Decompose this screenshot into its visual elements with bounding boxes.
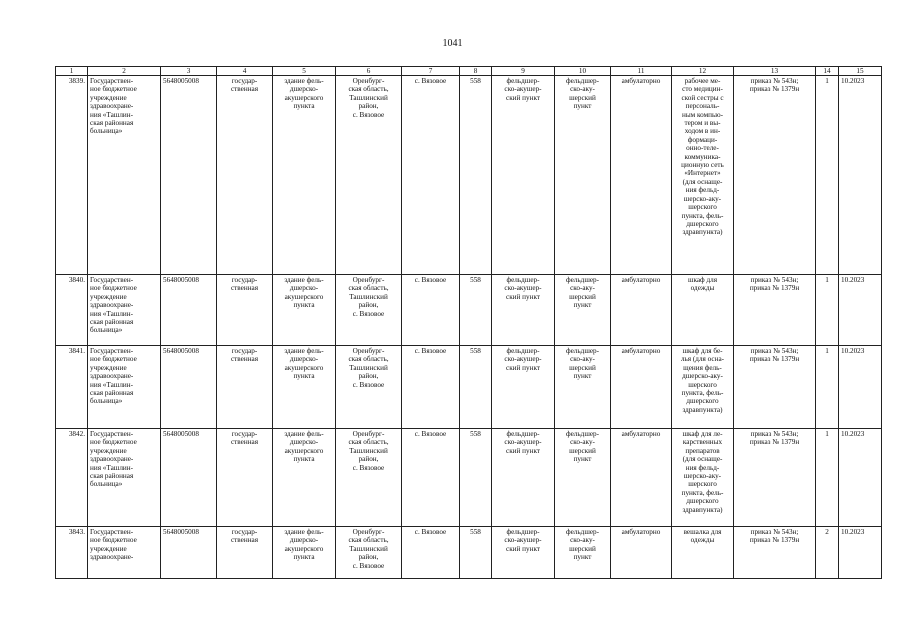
cell-text-line: Оренбург- — [352, 528, 385, 536]
cell-text-line: шерский — [569, 93, 596, 102]
cell-text-line: район, — [358, 301, 379, 310]
cell-text-line: Оренбург- — [352, 347, 385, 355]
cell-text-line: сто медицин- — [682, 85, 723, 94]
cell-number: 558 — [460, 527, 492, 579]
cell-text-line: дшерского — [686, 497, 719, 506]
column-header: 4 — [217, 67, 273, 76]
cell-date: 10.2023 — [839, 527, 882, 579]
column-header: 12 — [672, 67, 734, 76]
cell-text-line: учреждение — [90, 363, 127, 372]
cell-care-type: амбулаторно — [611, 275, 672, 346]
column-header: 9 — [492, 67, 555, 76]
cell-text-line: дшерского — [686, 397, 719, 406]
cell-text-line: дшерско- — [289, 85, 319, 94]
cell-text-line: ская область, — [348, 355, 389, 364]
cell-text-line: учреждение — [90, 544, 127, 553]
cell-care-type: амбулаторно — [611, 429, 672, 527]
cell-text-line: приказ № 543н; — [750, 276, 799, 284]
cell-ownership — [217, 275, 273, 346]
cell-text-line: пункта — [293, 102, 315, 111]
cell-code: 5648005008 — [161, 275, 217, 346]
cell-text-line: здание фель- — [284, 528, 324, 536]
cell-text-line: шерский — [569, 363, 596, 372]
cell-text-line: ное бюджетное — [90, 284, 137, 293]
cell-text-line: ное бюджетное — [90, 355, 137, 364]
registry-table — [55, 66, 882, 579]
cell-text-line: район, — [358, 553, 379, 562]
cell-text-line: онно-теле- — [686, 144, 719, 153]
cell-unit — [492, 527, 555, 579]
cell-text-line: больница» — [90, 397, 123, 406]
cell-text-line: пункта, фель- — [681, 389, 724, 398]
header-row — [56, 67, 882, 76]
cell-text-line: учреждение — [90, 446, 127, 455]
cell-subunit — [555, 527, 611, 579]
cell-text-line: ния фельд- — [685, 186, 720, 195]
cell-text-line: формаци- — [687, 135, 718, 144]
cell-settlement: с. Вязовое — [402, 275, 460, 346]
cell-text-line: пункт — [573, 102, 592, 111]
cell-text-line: Ташлинский — [349, 446, 388, 455]
cell-text-line: персональ- — [685, 102, 720, 111]
cell-text-line: здание фель- — [284, 347, 324, 355]
cell-text-line: ской сестры с — [681, 93, 724, 102]
cell-text-line: карственных — [682, 438, 723, 447]
cell-quantity: 1 — [816, 76, 839, 275]
cell-text-line: щения фель- — [683, 363, 722, 372]
cell-text-line: ско-аку- — [570, 355, 595, 364]
cell-text-line: приказ № 1379н — [749, 85, 800, 94]
cell-text-line: шкаф для бе- — [682, 347, 723, 355]
cell-text-line: пункта, фель- — [681, 488, 724, 497]
cell-row-number: 3840. — [56, 275, 88, 346]
cell-text-line: шерского — [688, 480, 717, 489]
cell-settlement: с. Вязовое — [402, 346, 460, 429]
cell-text-line: ская область, — [348, 284, 389, 293]
cell-ownership — [217, 429, 273, 527]
column-header: 10 — [555, 67, 611, 76]
cell-text-line: ственная — [230, 284, 259, 293]
column-header: 6 — [336, 67, 402, 76]
cell-text-line: приказ № 543н; — [750, 77, 799, 85]
table-row — [56, 275, 882, 346]
cell-text-line: шерского — [688, 203, 717, 212]
cell-quantity: 1 — [816, 429, 839, 527]
cell-text-line: ско-акушер- — [504, 85, 542, 94]
cell-text-line: государ- — [231, 77, 258, 85]
cell-text-line: фельдшер- — [506, 430, 540, 438]
cell-order — [734, 275, 816, 346]
cell-text-line: лья (для осна- — [680, 355, 725, 364]
cell-text-line: препаратов — [685, 446, 720, 455]
cell-text-line: с. Вязовое — [352, 309, 385, 318]
cell-text-line: шерского — [688, 380, 717, 389]
cell-text-line: приказ № 1379н — [749, 438, 800, 447]
cell-row-number: 3843. — [56, 527, 88, 579]
cell-order — [734, 76, 816, 275]
cell-unit — [492, 275, 555, 346]
column-header: 14 — [816, 67, 839, 76]
cell-text-line: пункта, фель- — [681, 211, 724, 220]
cell-text-line: акушерского — [284, 363, 324, 372]
cell-text-line: ская районная — [90, 119, 134, 128]
cell-text-line: шерско-аку- — [683, 472, 722, 481]
cell-text-line: здание фель- — [284, 276, 324, 284]
cell-text-line: коммуника- — [684, 152, 721, 161]
cell-text-line: Оренбург- — [352, 430, 385, 438]
cell-text-line: с. Вязовое — [352, 463, 385, 472]
cell-quantity: 2 — [816, 527, 839, 579]
cell-text-line: пункт — [573, 372, 592, 381]
cell-equipment — [672, 76, 734, 275]
cell-text-line: ская область, — [348, 85, 389, 94]
cell-care-type: амбулаторно — [611, 527, 672, 579]
cell-settlement: с. Вязовое — [402, 527, 460, 579]
cell-text-line: ский пункт — [506, 292, 540, 301]
cell-text-line: пункта — [293, 455, 315, 464]
cell-care-type: амбулаторно — [611, 346, 672, 429]
cell-text-line: шкаф для — [687, 276, 718, 284]
cell-text-line: здравоохране- — [90, 301, 134, 310]
column-header: 15 — [839, 67, 882, 76]
cell-text-line: фельдшер- — [565, 347, 600, 355]
cell-text-line: ская районная — [90, 318, 134, 327]
cell-text-line: ско-акушер- — [504, 355, 542, 364]
cell-code: 5648005008 — [161, 76, 217, 275]
cell-text-line: Ташлинский — [349, 292, 388, 301]
column-header: 2 — [88, 67, 161, 76]
cell-text-line: акушерского — [284, 93, 324, 102]
cell-text-line: ско-акушер- — [504, 284, 542, 293]
cell-number: 558 — [460, 76, 492, 275]
cell-text-line: ско-аку- — [570, 536, 595, 545]
cell-settlement: с. Вязовое — [402, 429, 460, 527]
cell-text-line: шерско-аку- — [683, 194, 722, 203]
cell-text-line: акушерского — [284, 544, 324, 553]
cell-number: 558 — [460, 346, 492, 429]
cell-number: 558 — [460, 275, 492, 346]
cell-text-line: учреждение — [90, 292, 127, 301]
cell-text-line: пункта — [293, 553, 315, 562]
column-header: 8 — [460, 67, 492, 76]
cell-text-line: здравоохране- — [90, 372, 134, 381]
cell-text-line: пункт — [573, 553, 592, 562]
cell-text-line: здравпункта) — [682, 228, 723, 237]
column-header: 5 — [273, 67, 336, 76]
cell-text-line: Ташлинский — [349, 93, 388, 102]
cell-text-line: пункт — [573, 301, 592, 310]
cell-text-line: ходом в ин- — [684, 127, 721, 136]
cell-quantity: 1 — [816, 275, 839, 346]
cell-text-line: приказ № 1379н — [749, 284, 800, 293]
cell-order — [734, 429, 816, 527]
cell-text-line: здравоохране- — [90, 102, 134, 111]
cell-text-line: ственная — [230, 355, 259, 364]
cell-text-line: ственная — [230, 438, 259, 447]
cell-text-line: приказ № 543н; — [750, 528, 799, 536]
page-number: 1041 — [442, 38, 463, 49]
cell-text-line: пункта — [293, 301, 315, 310]
cell-text-line: одежды — [690, 284, 715, 293]
cell-text-line: ский пункт — [506, 93, 540, 102]
cell-text-line: дшерского — [686, 219, 719, 228]
cell-text-line: фельдшер- — [565, 77, 600, 85]
cell-text-line: (для оснаще- — [682, 455, 723, 464]
cell-text-line: здравоохране- — [90, 455, 134, 464]
cell-organization — [88, 346, 161, 429]
column-header: 3 — [161, 67, 217, 76]
cell-ownership — [217, 527, 273, 579]
cell-text-line: ным компью- — [681, 110, 724, 119]
cell-text-line: пункта — [293, 372, 315, 381]
cell-text-line: пункт — [573, 455, 592, 464]
cell-text-line: район, — [358, 455, 379, 464]
cell-settlement: с. Вязовое — [402, 76, 460, 275]
cell-code: 5648005008 — [161, 429, 217, 527]
cell-organization — [88, 76, 161, 275]
cell-text-line: район, — [358, 102, 379, 111]
cell-number: 558 — [460, 429, 492, 527]
cell-text-line: ско-аку- — [570, 284, 595, 293]
cell-date: 10.2023 — [839, 275, 882, 346]
cell-text-line: с. Вязовое — [352, 380, 385, 389]
cell-text-line: фельдшер- — [506, 347, 540, 355]
cell-text-line: шерский — [569, 544, 596, 553]
cell-address — [336, 275, 402, 346]
cell-text-line: государ- — [231, 528, 258, 536]
table-body — [56, 76, 882, 579]
cell-text-line: с. Вязовое — [352, 561, 385, 570]
cell-equipment — [672, 527, 734, 579]
cell-text-line: ственная — [230, 85, 259, 94]
cell-code: 5648005008 — [161, 527, 217, 579]
column-header: 7 — [402, 67, 460, 76]
cell-organization — [88, 527, 161, 579]
table-row — [56, 429, 882, 527]
cell-text-line: Государствен- — [90, 430, 134, 438]
cell-text-line: ное бюджетное — [90, 85, 137, 94]
cell-text-line: Оренбург- — [352, 77, 385, 85]
cell-text-line: государ- — [231, 347, 258, 355]
cell-text-line: больница» — [90, 480, 123, 489]
cell-text-line: ния «Ташлин- — [90, 463, 133, 472]
cell-text-line: фельдшер- — [565, 528, 600, 536]
cell-text-line: Государствен- — [90, 276, 134, 284]
cell-text-line: ное бюджетное — [90, 438, 137, 447]
cell-text-line: Государствен- — [90, 347, 134, 355]
cell-order — [734, 527, 816, 579]
column-header: 13 — [734, 67, 816, 76]
cell-text-line: дшерско-аку- — [682, 372, 723, 381]
cell-text-line: приказ № 543н; — [750, 347, 799, 355]
cell-building — [273, 76, 336, 275]
cell-text-line: приказ № 1379н — [749, 355, 800, 364]
cell-text-line: учреждение — [90, 93, 127, 102]
cell-text-line: ско-акушер- — [504, 438, 542, 447]
cell-text-line: дшерско- — [289, 438, 319, 447]
cell-text-line: район, — [358, 372, 379, 381]
cell-text-line: ская районная — [90, 472, 134, 481]
cell-text-line: ния «Ташлин- — [90, 110, 133, 119]
cell-text-line: Ташлинский — [349, 363, 388, 372]
cell-address — [336, 346, 402, 429]
cell-text-line: ско-аку- — [570, 438, 595, 447]
cell-text-line: дшерско- — [289, 284, 319, 293]
table-row — [56, 527, 882, 579]
cell-text-line: «Интернет» — [684, 169, 721, 178]
cell-subunit — [555, 429, 611, 527]
cell-row-number: 3841. — [56, 346, 88, 429]
cell-text-line: (для оснаще- — [682, 177, 723, 186]
cell-ownership — [217, 76, 273, 275]
cell-text-line: ния «Ташлин- — [90, 309, 133, 318]
cell-text-line: дшерско- — [289, 355, 319, 364]
cell-address — [336, 429, 402, 527]
cell-text-line: фельдшер- — [506, 276, 540, 284]
cell-organization — [88, 275, 161, 346]
cell-date: 10.2023 — [839, 76, 882, 275]
cell-text-line: больница» — [90, 326, 123, 335]
cell-text-line: вешалка для — [683, 528, 722, 536]
cell-text-line: здание фель- — [284, 430, 324, 438]
cell-code: 5648005008 — [161, 346, 217, 429]
cell-text-line: ско-акушер- — [504, 536, 542, 545]
cell-text-line: акушерского — [284, 292, 324, 301]
cell-text-line: Оренбург- — [352, 276, 385, 284]
cell-text-line: ско-аку- — [570, 85, 595, 94]
cell-text-line: одежды — [690, 536, 715, 545]
cell-text-line: здание фель- — [284, 77, 324, 85]
cell-text-line: приказ № 1379н — [749, 536, 800, 545]
cell-text-line: ский пункт — [506, 363, 540, 372]
column-header: 11 — [611, 67, 672, 76]
cell-equipment — [672, 275, 734, 346]
cell-text-line: дшерско- — [289, 536, 319, 545]
cell-text-line: ский пункт — [506, 544, 540, 553]
cell-row-number: 3842. — [56, 429, 88, 527]
cell-text-line: тером и вы- — [684, 119, 721, 128]
cell-text-line: Государствен- — [90, 528, 134, 536]
cell-ownership — [217, 346, 273, 429]
cell-text-line: ное бюджетное — [90, 536, 137, 545]
cell-text-line: больница» — [90, 127, 123, 136]
cell-subunit — [555, 346, 611, 429]
cell-equipment — [672, 429, 734, 527]
cell-building — [273, 346, 336, 429]
cell-text-line: государ- — [231, 430, 258, 438]
cell-text-line: ская область, — [348, 438, 389, 447]
cell-text-line: Государствен- — [90, 77, 134, 85]
column-header: 1 — [56, 67, 88, 76]
cell-text-line: ская область, — [348, 536, 389, 545]
table-row — [56, 346, 882, 429]
cell-building — [273, 429, 336, 527]
cell-text-line: государ- — [231, 276, 258, 284]
cell-subunit — [555, 76, 611, 275]
cell-text-line: приказ № 543н; — [750, 430, 799, 438]
cell-care-type: амбулаторно — [611, 76, 672, 275]
cell-text-line: здравпункта) — [682, 405, 723, 414]
cell-text-line: ская районная — [90, 389, 134, 398]
cell-date: 10.2023 — [839, 346, 882, 429]
cell-text-line: ния фельд- — [685, 463, 720, 472]
cell-text-line: ский пункт — [506, 446, 540, 455]
cell-row-number: 3839. — [56, 76, 88, 275]
cell-organization — [88, 429, 161, 527]
cell-text-line: ственная — [230, 536, 259, 545]
cell-building — [273, 275, 336, 346]
cell-text-line: ционную сеть — [681, 161, 724, 170]
cell-address — [336, 527, 402, 579]
cell-text-line: ния «Ташлин- — [90, 380, 133, 389]
cell-text-line: фельдшер- — [565, 276, 600, 284]
cell-text-line: шерский — [569, 446, 596, 455]
cell-text-line: рабочее ме- — [684, 77, 721, 85]
cell-text-line: шерский — [569, 292, 596, 301]
cell-subunit — [555, 275, 611, 346]
cell-unit — [492, 76, 555, 275]
cell-text-line: акушерского — [284, 446, 324, 455]
cell-address — [336, 76, 402, 275]
cell-text-line: шкаф для ле- — [682, 430, 723, 438]
cell-equipment — [672, 346, 734, 429]
cell-text-line: фельдшер- — [506, 77, 540, 85]
cell-date: 10.2023 — [839, 429, 882, 527]
cell-text-line: здравоохране- — [90, 553, 134, 562]
cell-order — [734, 346, 816, 429]
cell-quantity: 1 — [816, 346, 839, 429]
table-row — [56, 76, 882, 275]
cell-text-line: с. Вязовое — [352, 110, 385, 119]
cell-unit — [492, 346, 555, 429]
cell-text-line: Ташлинский — [349, 544, 388, 553]
cell-unit — [492, 429, 555, 527]
cell-building — [273, 527, 336, 579]
cell-text-line: здравпункта) — [682, 505, 723, 514]
cell-text-line: фельдшер- — [565, 430, 600, 438]
cell-text-line: фельдшер- — [506, 528, 540, 536]
